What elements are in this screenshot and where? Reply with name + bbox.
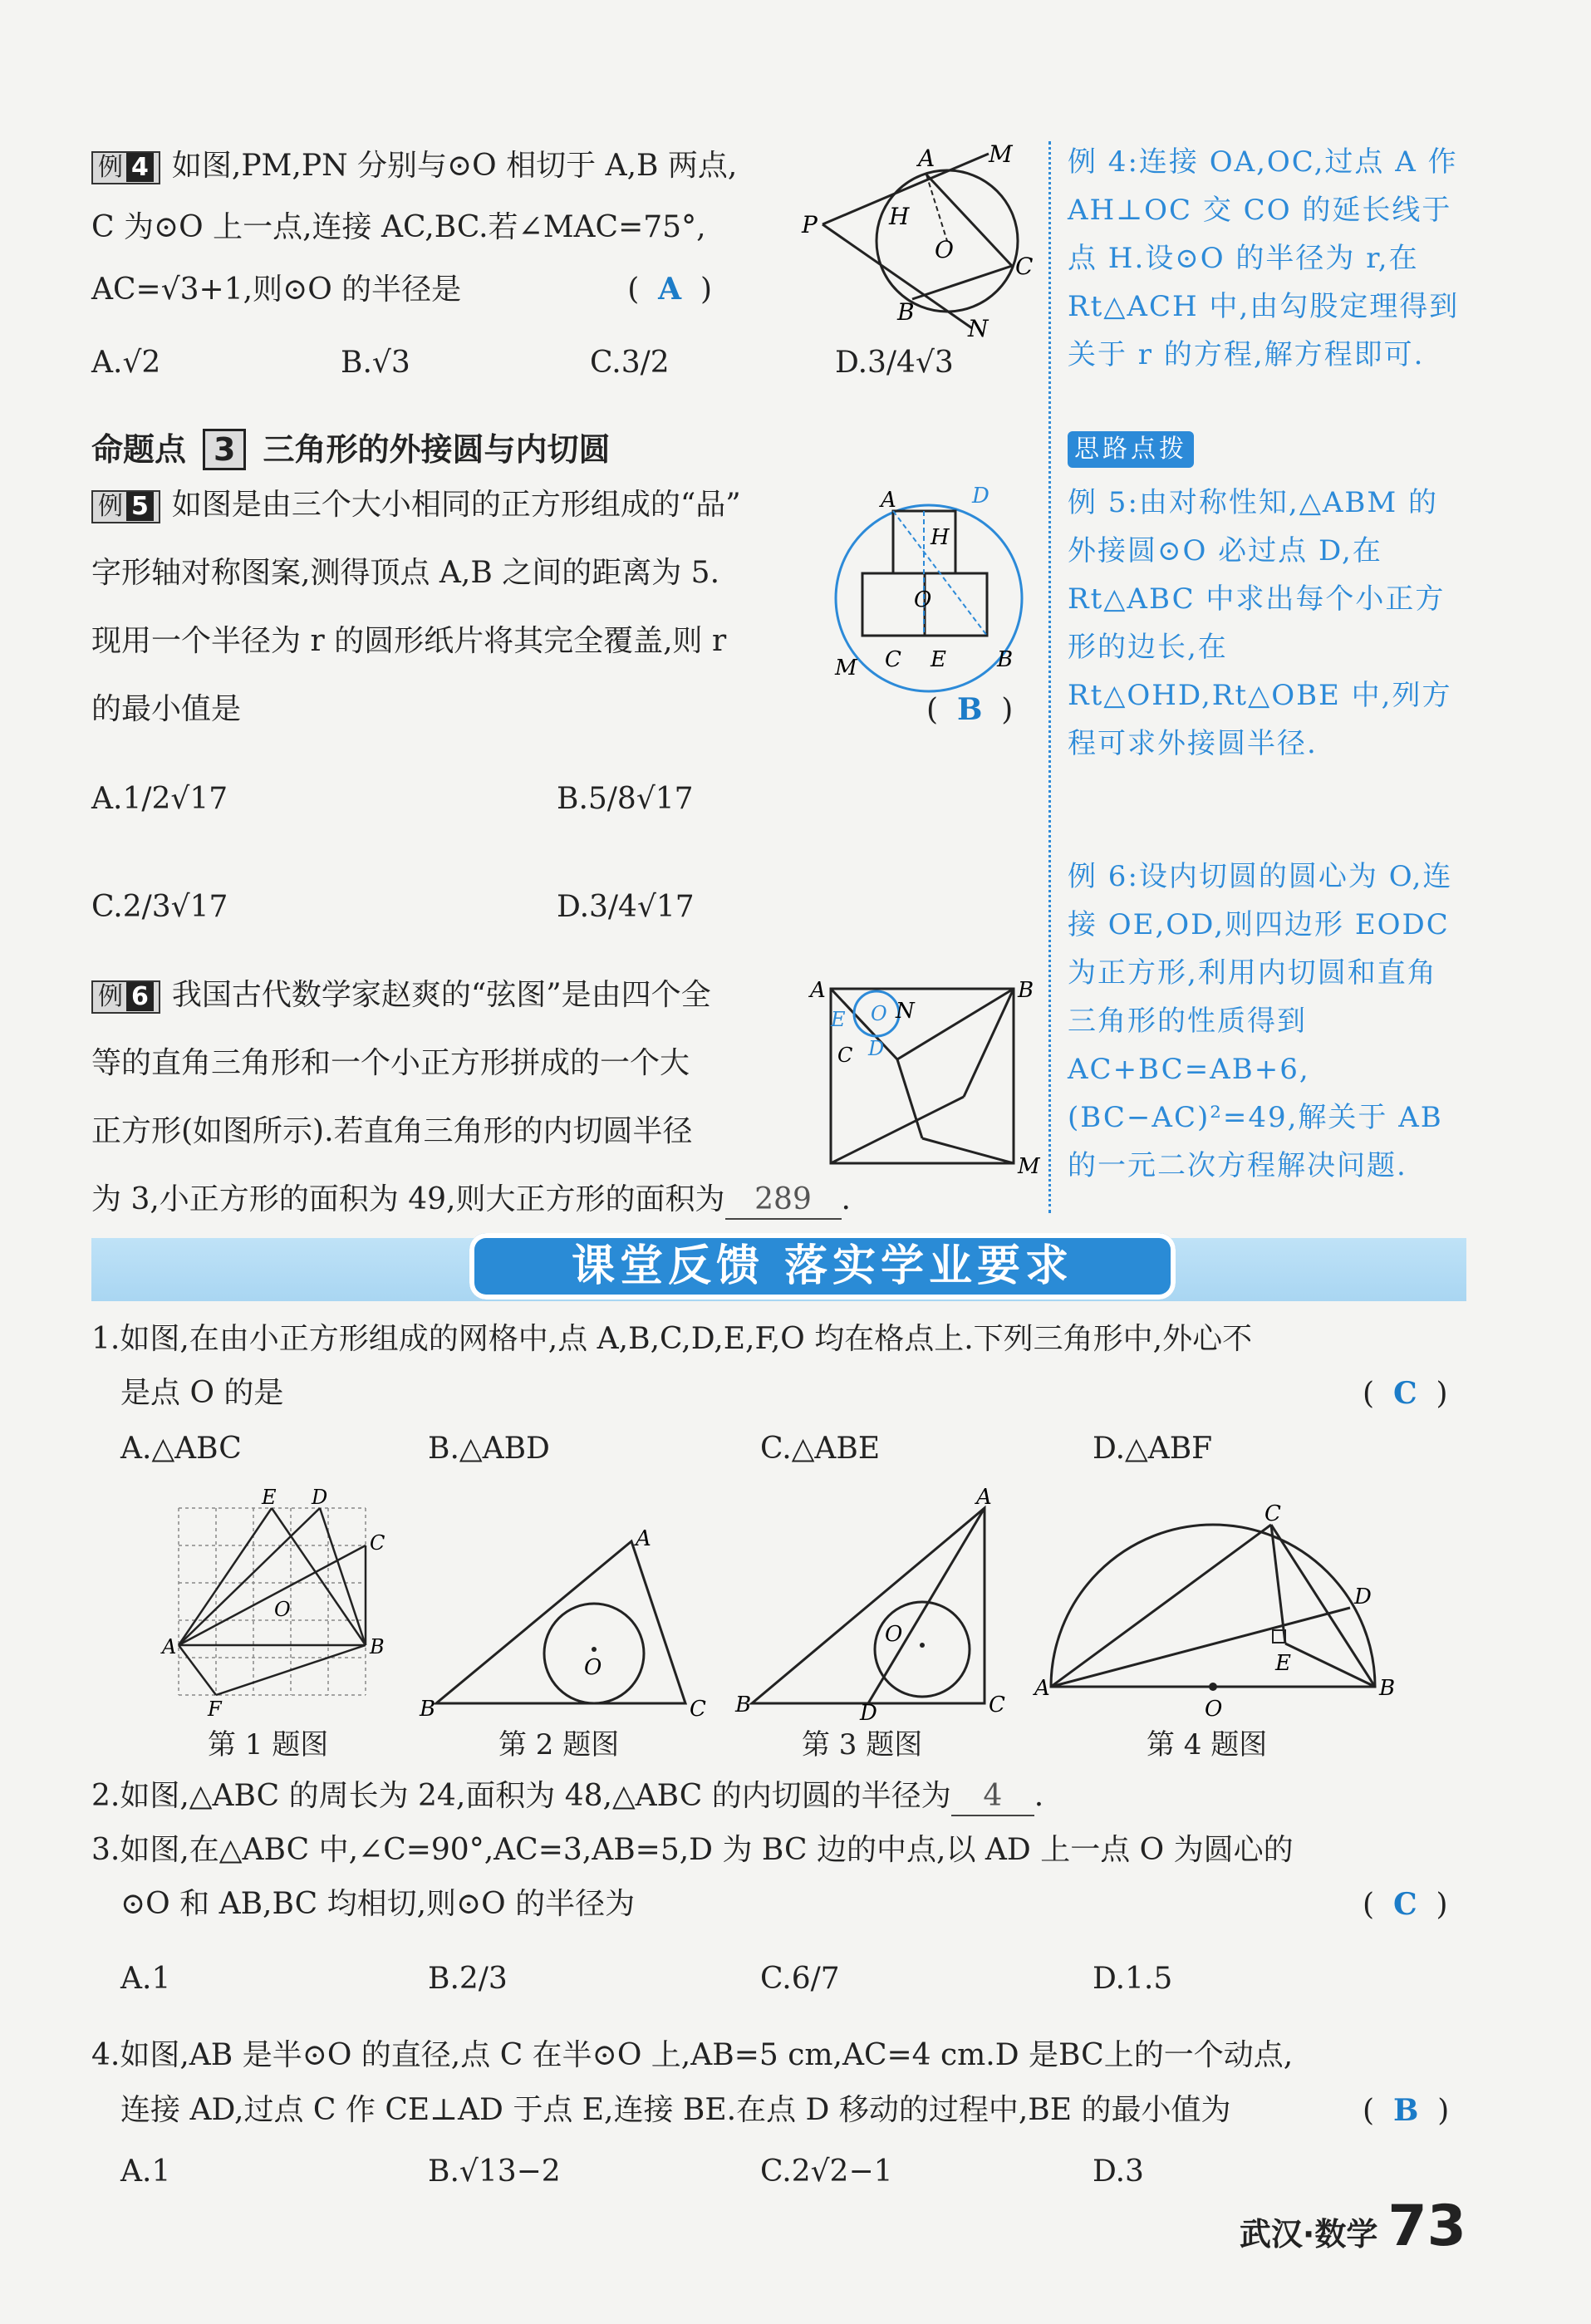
ex6-line2: 等的直角三角形和一个小正方形拼成的一个大 [91,1046,690,1080]
ex4-line2: C 为⊙O 上一点,连接 AC,BC.若∠MAC=75°, [91,210,706,244]
svg-text:C: C [1015,253,1034,280]
q4-option-b: B.√13−2 [428,2154,561,2189]
banner-title: 课堂反馈 落实学业要求 [469,1233,1176,1300]
svg-text:O: O [935,236,954,263]
ex5-tag: 例 5 [91,490,160,523]
svg-text:B: B [997,647,1014,672]
ex5-line1: 例 5 如图是由三个大小相同的正方形组成的“品” [91,487,741,523]
svg-text:M: M [1018,1154,1040,1179]
q1-line2: 是点 O 的是 [120,1376,284,1410]
q1-option-b: B.△ABD [428,1432,550,1466]
ex4-option-d: D.3/4√3 [835,346,954,380]
svg-text:A: A [976,1485,992,1510]
q3-figure [731,1485,1014,1726]
ex4-option-c: C.3/2 [590,346,670,380]
svg-text:D: D [868,1037,885,1060]
footer-label: 武汉·数学 [1239,2216,1378,2253]
q3-option-d: D.1.5 [1093,1962,1173,1996]
svg-text:A: A [636,1526,651,1551]
page-number: 73 [1387,2194,1466,2259]
side-note-ex5: 例 5:由对称性知,△ABM 的外接圆⊙O 必过点 D,在 Rt△ABC 中求出每个小正方形的边长,在 Rt△OHD,Rt△OBE 中,列方程可求外接圆半径. [1068,486,1452,760]
ex4-line3: AC=√3+1,则⊙O 的半径是 ( A ) [91,272,712,307]
q1-line1: 1.如图,在由小正方形组成的网格中,点 A,B,C,D,E,F,O 均在格点上.下列三角形中,外心不 [91,1322,1253,1356]
svg-text:O: O [1205,1697,1223,1722]
ex5-option-c: C.2/3√17 [91,890,228,924]
svg-text:B: B [1379,1676,1396,1701]
svg-text:C: C [989,1693,1005,1717]
ex4-answer: A [658,272,682,307]
svg-text:D: D [312,1486,328,1509]
svg-text:D: D [1354,1585,1372,1609]
svg-text:C: C [885,647,901,672]
svg-text:C: C [370,1531,385,1555]
side-divider [1048,141,1051,1213]
ex6-tag: 例 6 [91,980,160,1014]
q1-figure [158,1487,399,1728]
q3-answer-bracket: ( C ) [1363,1887,1448,1922]
section3-heading: 命题点 3 三角形的外接圆与内切圆 [91,424,610,470]
q4-figure [1030,1501,1396,1722]
svg-text:O: O [871,1002,887,1025]
q1-option-d: D.△ABF [1093,1432,1213,1466]
svg-text:H: H [889,203,910,230]
svg-text:A: A [162,1635,177,1658]
svg-text:B: B [370,1635,385,1658]
q3-line2: ⊙O 和 AB,BC 均相切,则⊙O 的半径为 [120,1887,636,1921]
ex6-line1: 例 6 我国古代数学家赵爽的“弦图”是由四个全 [91,977,711,1014]
q3-line1: 3.如图,在△ABC 中,∠C=90°,AC=3,AB=5,D 为 BC 边的中点,以 AD 上一点 O 为圆心的 [91,1833,1294,1867]
ex6-line4: 为 3,小正方形的面积为 49,则大正方形的面积为 289 . [91,1182,851,1220]
svg-text:A: A [810,978,826,1003]
svg-text:E: E [931,647,946,672]
ex4-figure [798,141,1039,341]
svg-text:A: A [918,145,935,172]
svg-text:C: C [1264,1501,1281,1526]
svg-text:B: B [1018,978,1034,1003]
ex6-figure [806,972,1040,1179]
ex4-tag: 例 4 [91,151,160,184]
q3-option-a: A.1 [120,1962,171,1996]
ex5-option-a: A.1/2√17 [91,782,228,816]
ex5-figure [831,482,1039,690]
q2-answer: 4 [951,1778,1034,1816]
ex4-option-a: A.√2 [91,346,161,380]
q4-line2: 连接 AD,过点 C 作 CE⊥AD 于点 E,连接 BE.在点 D 移动的过程中,BE 的最小值为 [120,2093,1231,2127]
caption-fig4: 第 4 题图 [1147,1728,1268,1761]
ex4-option-b: B.√3 [341,346,410,380]
svg-text:O: O [914,587,932,612]
q4-option-d: D.3 [1093,2154,1144,2189]
ex5-option-d: D.3/4√17 [557,890,695,924]
ex5-answer-bracket: ( B ) [926,692,1014,727]
svg-text:N: N [896,999,915,1024]
svg-text:E: E [1275,1651,1291,1676]
svg-text:B: B [897,298,915,326]
page-footer [1240,2194,1466,2259]
q4-line1: 4.如图,AB 是半⊙O 的直径,点 C 在半⊙O 上,AB=5 cm,AC=4 cm.D 是BC上的一个动点, [91,2038,1294,2072]
caption-fig2: 第 2 题图 [498,1728,620,1761]
q2-figure [415,1521,723,1720]
q1-option-c: C.△ABE [760,1432,881,1466]
ex5-line4: 的最小值是 [91,692,242,726]
side-tip-label: 思路点拨 [1068,424,1466,472]
ex5-option-b: B.5/8√17 [557,782,694,816]
svg-text:M: M [989,140,1013,168]
ex6-answer: 289 [725,1182,842,1220]
svg-text:C: C [690,1697,706,1722]
ex5-line2: 字形轴对称图案,测得顶点 A,B 之间的距离为 5. [91,556,720,590]
ex4-line1: 例 4 如图,PM,PN 分别与⊙O 相切于 A,B 两点, [91,148,737,184]
side-note-ex6: 例 6:设内切圆的圆心为 O,连接 OE,OD,则四边形 EODC 为正方形,利用内切圆和直角三角形的性质得到 AC+BC=AB+6,(BC−AC)²=49,解关于 AB 的一元二次方程解决问题. [1068,860,1453,1182]
q2-text: 2.如图,△ABC 的周长为 24,面积为 48,△ABC 的内切圆的半径为 4 . [91,1778,1043,1816]
svg-text:O: O [885,1622,903,1647]
svg-text:B: B [420,1697,436,1722]
svg-text:D: D [860,1701,877,1726]
q4-option-c: C.2√2−1 [760,2154,893,2189]
svg-text:B: B [735,1693,752,1717]
section-banner [91,1238,1466,1301]
q3-option-c: C.6/7 [760,1962,840,1996]
svg-text:F: F [208,1698,222,1721]
ex6-line3: 正方形(如图所示).若直角三角形的内切圆半径 [91,1114,693,1148]
svg-text:C: C [837,1044,853,1067]
svg-text:E: E [831,1008,846,1031]
svg-text:A: A [881,488,896,513]
svg-text:N: N [968,315,989,342]
svg-text:D: D [972,484,989,509]
q4-answer-bracket: ( B ) [1363,2093,1450,2128]
q1-answer-bracket: ( C ) [1363,1376,1448,1411]
svg-text:E: E [262,1486,277,1509]
svg-text:O: O [584,1655,602,1680]
ex5-line3: 现用一个半径为 r 的圆形纸片将其完全覆盖,则 r [91,624,727,658]
svg-text:M: M [835,656,857,680]
svg-text:H: H [931,525,950,550]
q1-option-a: A.△ABC [120,1432,242,1466]
svg-text:A: A [1034,1676,1050,1701]
caption-fig1: 第 1 题图 [208,1728,329,1761]
caption-fig3: 第 3 题图 [802,1728,923,1761]
q4-option-a: A.1 [120,2154,171,2189]
svg-text:P: P [802,211,818,238]
svg-text:O: O [274,1598,291,1621]
q3-option-b: B.2/3 [428,1962,508,1996]
side-note-ex4: 例 4:连接 OA,OC,过点 A 作 AH⊥OC 交 CO 的延长线于点 H.设⊙O 的半径为 r,在 Rt△ACH 中,由勾股定理得到关于 r 的方程,解方程即可. [1068,145,1460,371]
